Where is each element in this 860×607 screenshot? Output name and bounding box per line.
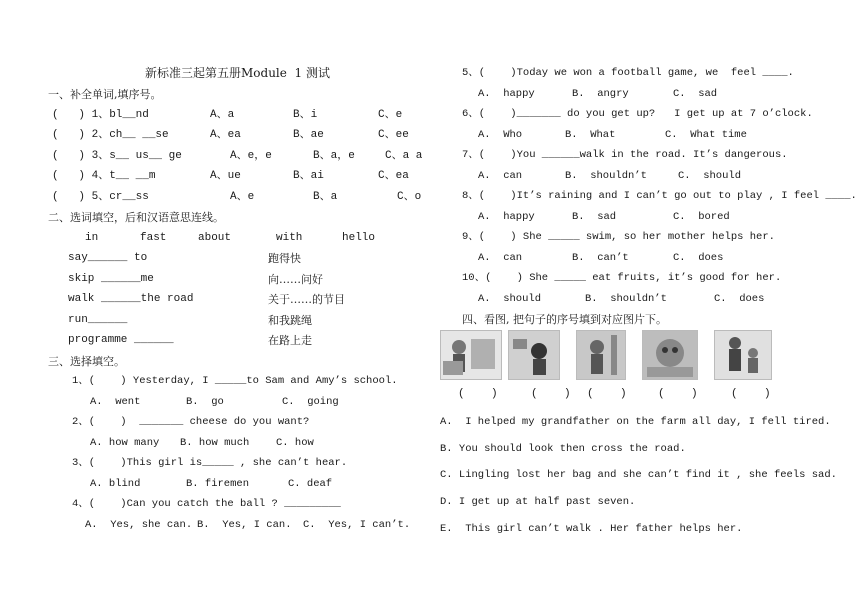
- picture-4: [642, 330, 698, 380]
- option-b: B. angry: [572, 88, 629, 100]
- option-b: B、a，e: [313, 150, 355, 162]
- option-c: C. does: [673, 252, 724, 264]
- option-b: B. shouldn’t: [585, 293, 667, 305]
- option-a: A. can: [478, 252, 523, 264]
- option-b: B、i: [293, 109, 318, 121]
- option-c: C. how: [276, 437, 314, 449]
- item-number: ( ) 5、cr__ss: [52, 191, 149, 203]
- page-title: 新标准三起第五册Module 1 测试: [145, 66, 330, 80]
- option-b: B. shouldn’t: [565, 170, 647, 182]
- sentence-option: B. You should look then cross the road.: [440, 443, 686, 455]
- picture-3: [576, 330, 626, 380]
- option-c: C、e: [378, 109, 403, 121]
- answer-blank[interactable]: ( ): [587, 388, 627, 400]
- question-text: 3、( )This girl is_____ , she can’t hear.: [72, 457, 348, 469]
- phrase-left: run______: [68, 314, 128, 326]
- option-c: C、ea: [378, 170, 409, 182]
- word-bank-item: with: [276, 232, 303, 244]
- option-a: A. can: [478, 170, 523, 182]
- option-c: C、ee: [378, 129, 409, 141]
- option-c: C. going: [282, 396, 339, 408]
- option-a: A. how many: [90, 437, 160, 449]
- option-c: C、a a: [385, 150, 423, 162]
- section3-heading: 三、选择填空。: [48, 355, 125, 368]
- option-b: B. how much: [180, 437, 250, 449]
- option-b: B. sad: [572, 211, 617, 223]
- section2-heading: 二、选词填空，后和汉语意思连线。: [48, 211, 224, 224]
- question-text: 5、( )Today we won a football game, we feel ____.: [462, 67, 794, 79]
- word-bank-item: about: [198, 232, 232, 244]
- section4-heading: 四、看图, 把句子的序号填到对应图片下。: [462, 313, 667, 326]
- option-c: C. bored: [673, 211, 730, 223]
- phrase-left: walk ______the road: [68, 293, 194, 305]
- option-b: B、ai: [293, 170, 324, 182]
- answer-blank[interactable]: ( ): [531, 388, 571, 400]
- option-a: A. went: [90, 396, 141, 408]
- option-a: A. happy: [478, 211, 535, 223]
- question-text: 7、( )You ______walk in the road. It’s dangerous.: [462, 149, 788, 161]
- question-text: 1、( ) Yesterday, I _____to Sam and Amy’s school.: [72, 375, 398, 387]
- sentence-option: C. Lingling lost her bag and she can’t find it , she feels sad.: [440, 469, 837, 481]
- option-c: C. deaf: [288, 478, 333, 490]
- item-number: ( ) 4、t__ __m: [52, 170, 156, 182]
- option-a: A. Yes, she can.: [85, 519, 193, 531]
- option-a: A、e，e: [230, 150, 272, 162]
- option-b: B、ae: [293, 129, 324, 141]
- phrase-right: 在路上走: [268, 334, 312, 347]
- item-number: ( ) 1、bl__nd: [52, 109, 149, 121]
- question-text: 10、( ) She _____ eat fruits, it’s good for her.: [462, 272, 782, 284]
- option-b: B、a: [313, 191, 338, 203]
- option-b: B. can’t: [572, 252, 629, 264]
- option-c: C. sad: [673, 88, 718, 100]
- phrase-left: programme ______: [68, 334, 174, 346]
- option-c: C. What time: [665, 129, 747, 141]
- phrase-right: 跑得快: [268, 252, 301, 265]
- phrase-left: skip ______me: [68, 273, 154, 285]
- option-c: C. does: [714, 293, 765, 305]
- option-c: C. should: [678, 170, 742, 182]
- question-text: 9、( ) She _____ swim, so her mother helps her.: [462, 231, 775, 243]
- item-number: ( ) 2、ch__ __se: [52, 129, 169, 141]
- option-b: B. Yes, I can.: [197, 519, 292, 531]
- question-text: 6、( )_______ do you get up? I get up at 7 o’clock.: [462, 108, 813, 120]
- option-a: A、ea: [210, 129, 241, 141]
- question-text: 2、( ) _______ cheese do you want?: [72, 416, 310, 428]
- answer-blank[interactable]: ( ): [458, 388, 498, 400]
- question-text: 8、( )It’s raining and I can’t go out to play , I feel ____.: [462, 190, 857, 202]
- word-bank-item: hello: [342, 232, 376, 244]
- answer-blank[interactable]: ( ): [731, 388, 771, 400]
- option-a: A、ue: [210, 170, 241, 182]
- option-a: A. Who: [478, 129, 523, 141]
- picture-5: [714, 330, 772, 380]
- phrase-left: say______ to: [68, 252, 148, 264]
- sentence-option: E. This girl can’t walk . Her father helps her.: [440, 523, 743, 535]
- option-a: A、e: [230, 191, 255, 203]
- option-a: A. blind: [90, 478, 141, 490]
- option-a: A、a: [210, 109, 235, 121]
- picture-2: [508, 330, 560, 380]
- option-a: A. happy: [478, 88, 535, 100]
- option-b: B. What: [565, 129, 616, 141]
- phrase-right: 向……问好: [268, 273, 323, 286]
- sentence-option: A. I helped my grandfather on the farm all day, I fell tired.: [440, 416, 831, 428]
- phrase-right: 关于……的节目: [268, 293, 345, 306]
- section1-heading: 一、补全单词,填序号。: [48, 88, 162, 101]
- item-number: ( ) 3、s__ us__ ge: [52, 150, 182, 162]
- option-c: C、o: [397, 191, 422, 203]
- option-a: A. should: [478, 293, 542, 305]
- word-bank-item: fast: [140, 232, 167, 244]
- picture-1: [440, 330, 502, 380]
- phrase-right: 和我跳绳: [268, 314, 312, 327]
- option-b: B. firemen: [186, 478, 250, 490]
- option-b: B. go: [186, 396, 224, 408]
- word-bank-item: in: [85, 232, 99, 244]
- question-text: 4、( )Can you catch the ball ? _________: [72, 498, 341, 510]
- option-c: C. Yes, I can’t.: [303, 519, 411, 531]
- answer-blank[interactable]: ( ): [658, 388, 698, 400]
- sentence-option: D. I get up at half past seven.: [440, 496, 636, 508]
